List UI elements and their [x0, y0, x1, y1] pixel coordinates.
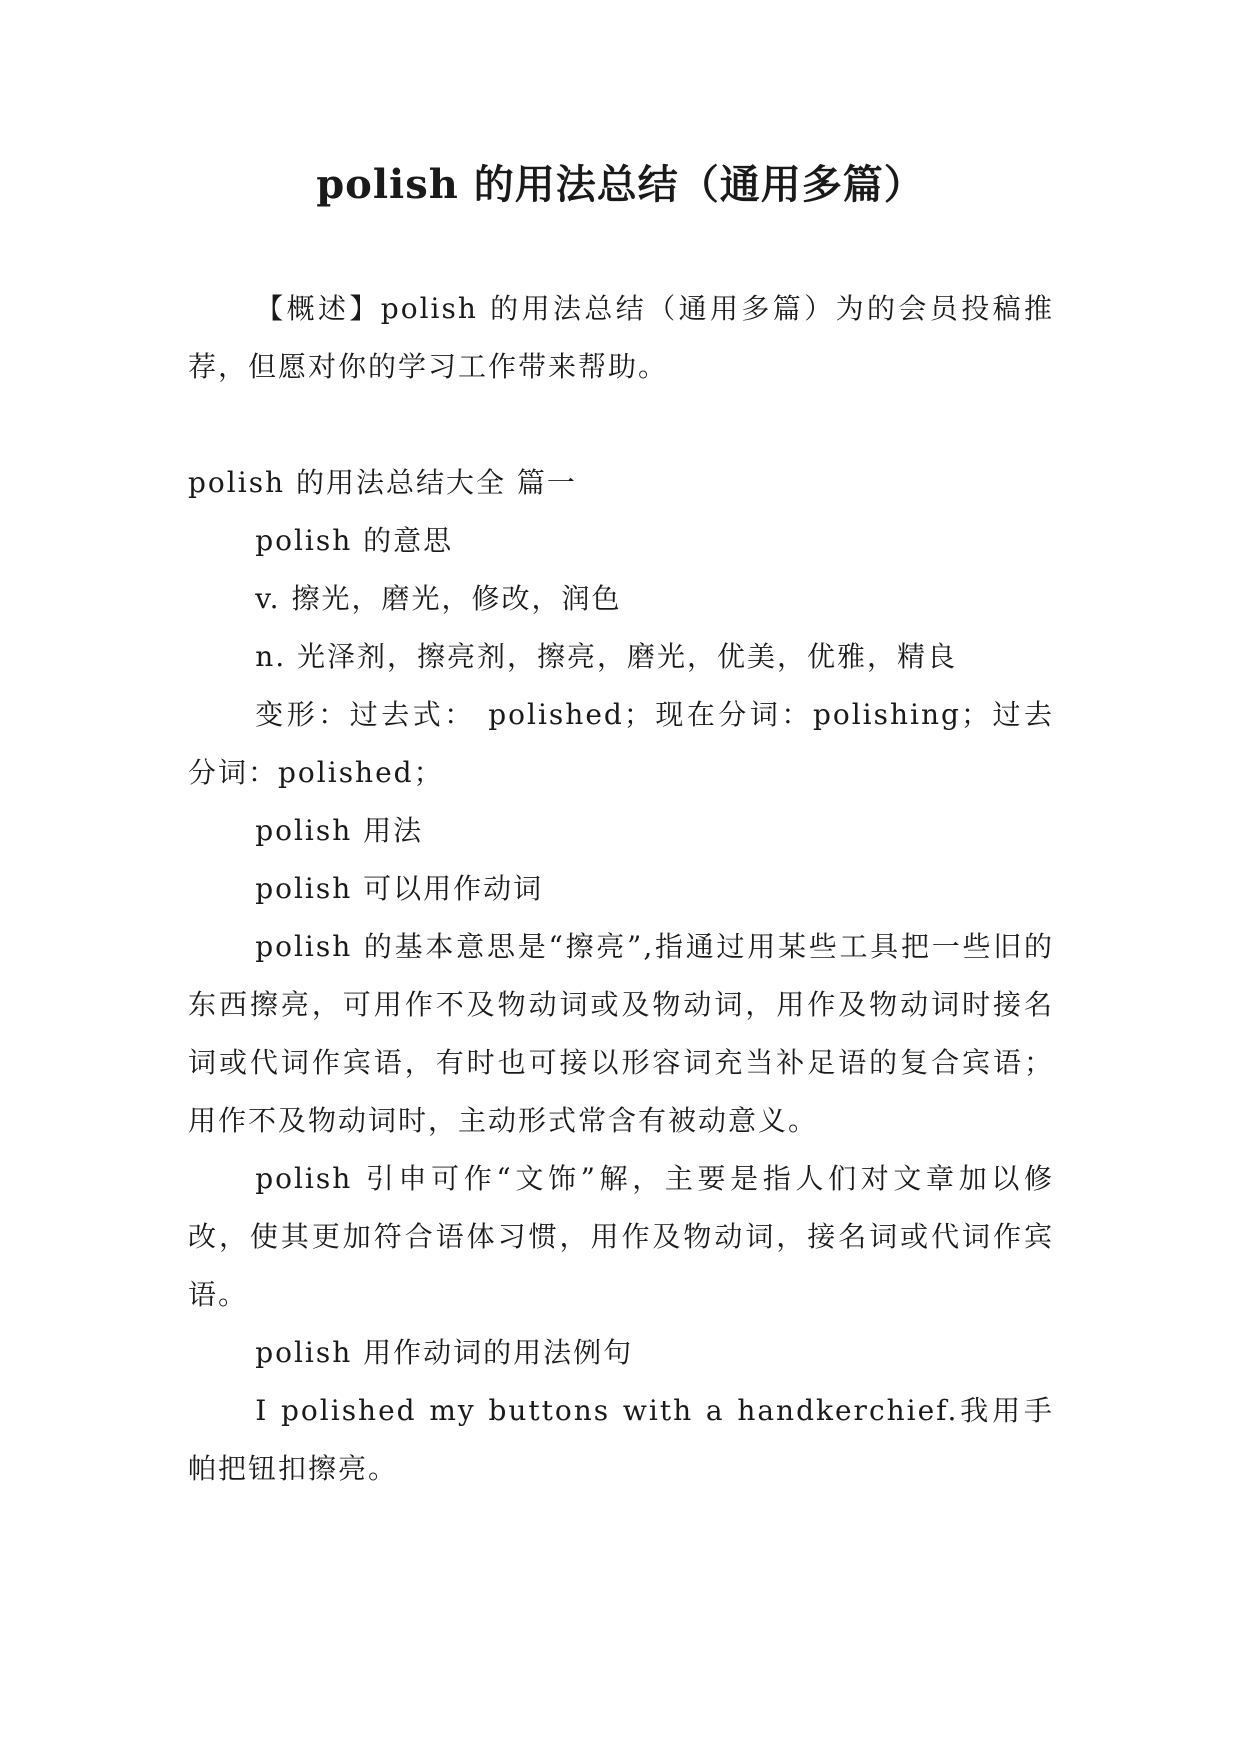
paragraph-inflections: 变形：过去式： polished；现在分词：polishing；过去分词：polished；: [188, 698, 1054, 789]
document-title: polish 的用法总结（通用多篇）: [316, 161, 925, 208]
section-heading: polish 的用法总结大全 篇一: [188, 466, 577, 499]
paragraph-verb-definition: v. 擦光，磨光，修改，润色: [255, 582, 622, 615]
paragraph-meaning-heading: polish 的意思: [255, 524, 454, 557]
paragraph-noun-definition: n. 光泽剂，擦亮剂，擦亮，磨光，优美，优雅，精良: [255, 640, 958, 673]
paragraph-verb-usage-heading: polish 可以用作动词: [255, 872, 544, 905]
paragraph-extended-meaning: polish 引申可作“文饰”解，主要是指人们对文章加以修改，使其更加符合语体习惯，用作及物动词，接名词或代词作宾语。: [188, 1162, 1054, 1311]
paragraph-basic-meaning: polish 的基本意思是“擦亮”,指通过用某些工具把一些旧的东西擦亮，可用作不及物动词或及物动词，用作及物动词时接名词或代词作宾语，有时也可接以形容词充当补足语的复合宾语； 用作不及物动词时，主动形式常含有被动意义。: [188, 930, 1054, 1137]
paragraph-example-sentence: I polished my buttons with a handkerchief.我用手帕把钮扣擦亮。: [188, 1394, 1054, 1485]
paragraph-usage-heading: polish 用法: [255, 814, 424, 847]
paragraph-examples-heading: polish 用作动词的用法例句: [255, 1336, 634, 1369]
document-body: [188, 280, 1054, 1498]
summary-paragraph: 【概述】polish 的用法总结（通用多篇）为的会员投稿推荐，但愿对你的学习工作带来帮助。: [188, 292, 1054, 383]
